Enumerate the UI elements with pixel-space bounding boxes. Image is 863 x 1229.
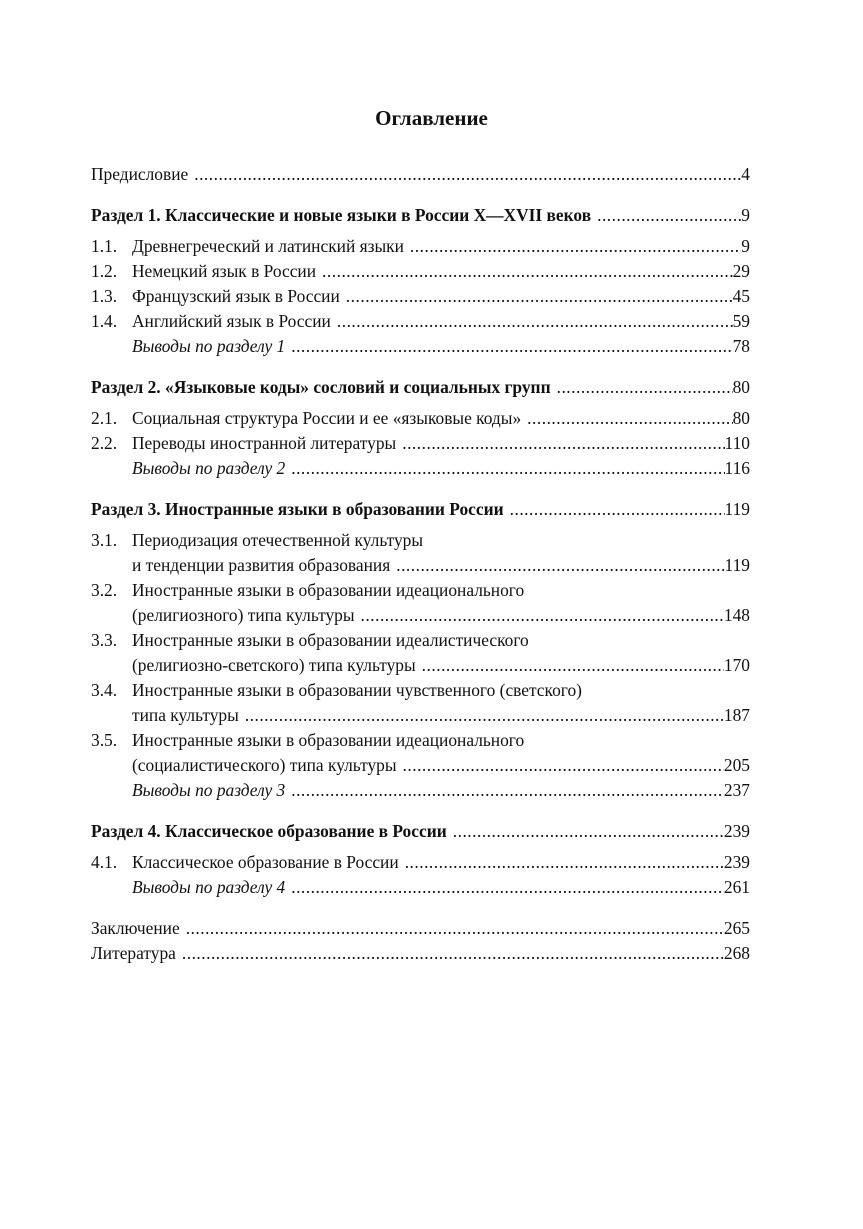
toc-page-number: 9 <box>741 205 750 225</box>
toc-page-number: 119 <box>724 499 750 519</box>
toc-entry-number: 3.1. <box>91 530 118 550</box>
dot-leader <box>410 234 741 259</box>
toc-page-number: 45 <box>732 286 750 306</box>
toc-entry[interactable] <box>91 406 750 431</box>
toc-page-number: 239 <box>723 852 750 872</box>
toc-page-number: 59 <box>732 311 750 331</box>
dot-leader <box>182 941 724 966</box>
toc-entry-number: 1.3. <box>91 286 118 306</box>
toc-conclusion[interactable] <box>91 875 750 900</box>
toc-section-label: Раздел 1. Классические и новые языки в России X—XVII веков <box>91 205 592 225</box>
toc-entry-number: 3.5. <box>91 730 118 750</box>
toc-section-heading[interactable] <box>91 497 750 522</box>
toc-entry-label: Иностранные языки в образовании идеационального <box>132 580 525 600</box>
toc-page-number: 205 <box>723 755 750 775</box>
toc-entry-number: 1.4. <box>91 311 118 331</box>
toc-entry-label: Иностранные языки в образовании чувственного (светского) <box>132 680 582 700</box>
toc-page-number: 9 <box>741 236 750 256</box>
toc-entry-label: Заключение <box>91 918 180 938</box>
toc-entry[interactable] <box>91 528 750 578</box>
toc-page-number: 80 <box>732 408 750 428</box>
dot-leader <box>405 850 724 875</box>
toc-page-number: 29 <box>732 261 750 281</box>
toc-entry-label: Иностранные языки в образовании идеационального <box>132 730 525 750</box>
toc-page-number: 170 <box>723 655 750 675</box>
dot-leader <box>322 259 733 284</box>
toc-conclusion-label: Выводы по разделу 1 <box>132 336 286 356</box>
table-of-contents <box>91 162 750 966</box>
toc-entry-conclusion[interactable] <box>91 916 750 941</box>
toc-page-number: 116 <box>724 458 750 478</box>
toc-entry-label-continued: и тенденции развития образования <box>132 555 391 575</box>
toc-entry-label: Древнегреческий и латинский языки <box>132 236 404 256</box>
toc-entry[interactable] <box>91 728 750 778</box>
toc-section-heading[interactable] <box>91 203 750 228</box>
dot-leader <box>557 375 733 400</box>
toc-page-number: 110 <box>724 433 750 453</box>
toc-page-number: 187 <box>723 705 750 725</box>
toc-entry-number: 2.2. <box>91 433 118 453</box>
toc-entry-label-continued: типа культуры <box>132 705 239 725</box>
dot-leader <box>186 916 724 941</box>
toc-page-number: 4 <box>741 164 750 184</box>
dot-leader <box>402 431 724 456</box>
toc-entry[interactable] <box>91 850 750 875</box>
dot-leader <box>337 309 733 334</box>
toc-entry-number: 4.1. <box>91 852 118 872</box>
dot-leader <box>453 819 724 844</box>
toc-entry-number: 3.4. <box>91 680 118 700</box>
dot-leader <box>597 203 741 228</box>
toc-page-number: 261 <box>723 877 750 897</box>
toc-entry[interactable] <box>91 431 750 456</box>
dot-leader <box>291 778 724 803</box>
toc-entry[interactable] <box>91 309 750 334</box>
toc-entry-label: Иностранные языки в образовании идеалистического <box>132 630 529 650</box>
toc-section-label: Раздел 4. Классическое образование в России <box>91 821 447 841</box>
toc-conclusion[interactable] <box>91 334 750 359</box>
toc-conclusion-label: Выводы по разделу 3 <box>132 780 286 800</box>
toc-entry-number: 1.1. <box>91 236 118 256</box>
toc-entry-number: 3.2. <box>91 580 118 600</box>
page-title: Оглавление <box>375 106 488 130</box>
toc-entry-label: Английский язык в России <box>132 311 331 331</box>
toc-entry[interactable] <box>91 578 750 628</box>
toc-page-number: 119 <box>724 555 750 575</box>
toc-entry-preface[interactable] <box>91 162 750 187</box>
toc-entry[interactable] <box>91 678 750 728</box>
toc-entry-label: Немецкий язык в России <box>132 261 317 281</box>
toc-page-number: 237 <box>723 780 750 800</box>
toc-page-number: 265 <box>723 918 750 938</box>
toc-entry-label: Периодизация отечественной культуры <box>132 530 424 550</box>
toc-page-number: 148 <box>723 605 750 625</box>
toc-entry-label: Предисловие <box>91 164 189 184</box>
dot-leader <box>245 703 724 728</box>
toc-conclusion-label: Выводы по разделу 4 <box>132 877 286 897</box>
toc-entry-label: Социальная структура России и ее «языковые коды» <box>132 408 522 428</box>
toc-entry-label-continued: (религиозно-светского) типа культуры <box>132 655 416 675</box>
toc-section-heading[interactable] <box>91 375 750 400</box>
toc-section-heading[interactable] <box>91 819 750 844</box>
toc-entry[interactable] <box>91 284 750 309</box>
toc-entry-label-continued: (религиозного) типа культуры <box>132 605 355 625</box>
dot-leader <box>291 456 724 481</box>
toc-entry-number: 3.3. <box>91 630 118 650</box>
toc-entry[interactable] <box>91 259 750 284</box>
toc-entry-label: Классическое образование в России <box>132 852 399 872</box>
toc-page-number: 239 <box>723 821 750 841</box>
toc-entry-bibliography[interactable] <box>91 941 750 966</box>
toc-section-label: Раздел 3. Иностранные языки в образовании России <box>91 499 504 519</box>
dot-leader <box>510 497 725 522</box>
toc-entry-label-continued: (социалистического) типа культуры <box>132 755 397 775</box>
toc-entry[interactable] <box>91 628 750 678</box>
toc-entry-label: Французский язык в России <box>132 286 340 306</box>
dot-leader <box>527 406 732 431</box>
dot-leader <box>346 284 733 309</box>
toc-conclusion[interactable] <box>91 456 750 481</box>
toc-entry-number: 1.2. <box>91 261 118 281</box>
dot-leader <box>403 753 724 778</box>
dot-leader <box>396 553 724 578</box>
dot-leader <box>291 334 732 359</box>
toc-section-label: Раздел 2. «Языковые коды» сословий и социальных групп <box>91 377 551 397</box>
dot-leader <box>194 162 741 187</box>
toc-conclusion-label: Выводы по разделу 2 <box>132 458 286 478</box>
toc-entry-label: Литература <box>91 943 176 963</box>
toc-conclusion[interactable] <box>91 778 750 803</box>
toc-page-number: 268 <box>723 943 750 963</box>
toc-page-number: 80 <box>732 377 750 397</box>
toc-entry-number: 2.1. <box>91 408 118 428</box>
toc-entry[interactable] <box>91 234 750 259</box>
toc-entry-label: Переводы иностранной литературы <box>132 433 397 453</box>
dot-leader <box>422 653 724 678</box>
dot-leader <box>361 603 724 628</box>
dot-leader <box>291 875 724 900</box>
toc-page-number: 78 <box>732 336 750 356</box>
